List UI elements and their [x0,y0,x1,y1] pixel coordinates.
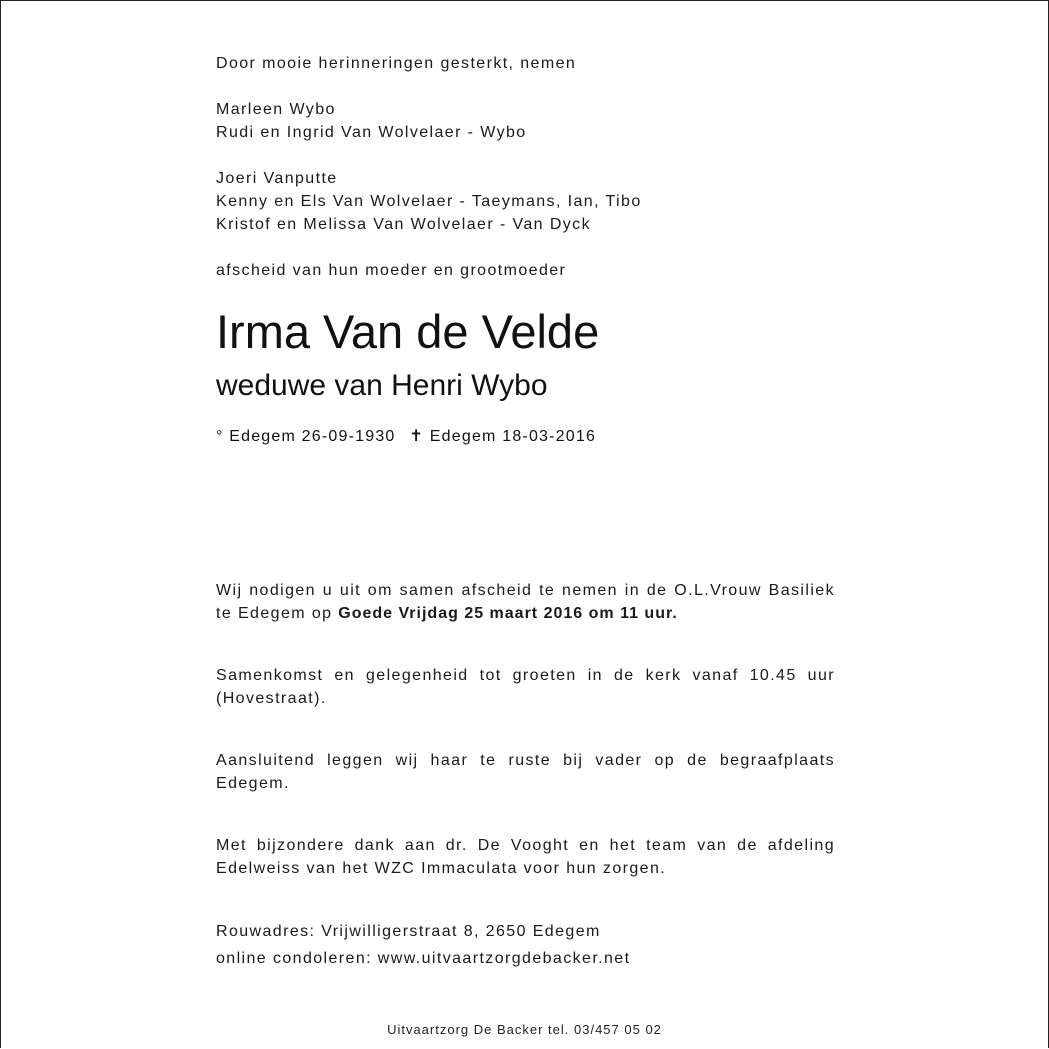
family-member: Kristof en Melissa Van Wolvelaer - Van Dyck [216,216,591,233]
death-date: ✝ Edegem 18-03-2016 [409,428,597,445]
family-member: Rudi en Ingrid Van Wolvelaer - Wybo [216,124,527,141]
online-condolence-text: online condoleren: www.uitvaartzorgdebacker.net [216,950,631,967]
deceased-subtitle: weduwe van Henri Wybo [216,369,548,402]
ceremony-text [216,579,835,625]
footer-funeral-home: Uitvaartzorg De Backer tel. 03/457 05 02 [387,1022,662,1037]
farewell-text: afscheid van hun moeder en grootmoeder [216,262,567,279]
family-member: Kenny en Els Van Wolvelaer - Taeymans, Ian, Tibo [216,193,642,210]
intro-text: Door mooie herinneringen gesterkt, nemen [216,55,577,72]
family-member: Marleen Wybo [216,101,336,118]
life-dates [216,426,835,448]
ceremony-text-start: Wij nodigen u uit om samen afscheid te nemen in de O.L.Vrouw Basiliek te Edegem op [216,582,835,622]
gathering-text: Samenkomst en gelegenheid tot groeten in de kerk vanaf 10.45 uur (Hovestraat). [216,667,835,707]
death-notice [216,52,835,972]
address-text: Rouwadres: Vrijwilligerstraat 8, 2650 Edegem [216,923,601,940]
deceased-name: Irma Van de Velde [216,305,600,358]
family-member: Joeri Vanputte [216,170,338,187]
birth-date: ° Edegem 26-09-1930 [216,428,396,445]
thanks-text: Met bijzondere dank aan dr. De Vooght en het team van de afdeling Edelweiss van het WZC Immaculata voor hun zorgen. [216,837,835,877]
ceremony-date: Goede Vrijdag 25 maart 2016 om 11 uur. [338,605,678,622]
burial-text: Aansluitend leggen wij haar te ruste bij vader op de begraafplaats Edegem. [216,752,835,792]
